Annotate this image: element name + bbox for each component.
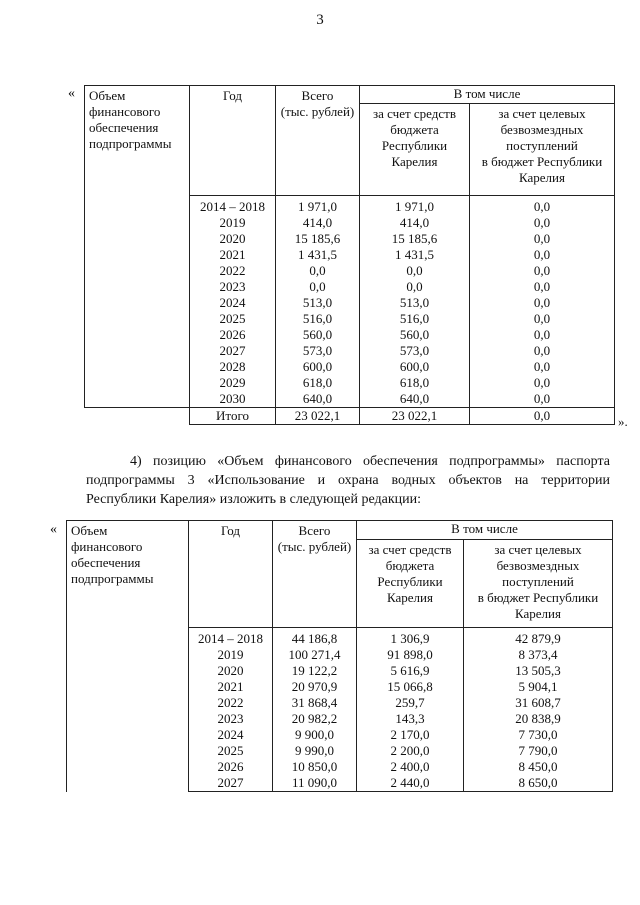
table-cell-year: 2020 bbox=[217, 663, 244, 678]
table-cell-budget: 516,0 bbox=[399, 311, 430, 326]
header-line: поступлений bbox=[502, 574, 574, 589]
total-row-gratuitous: 0,0 bbox=[470, 408, 615, 425]
table-cell-budget: 414,0 bbox=[399, 215, 430, 230]
header-line: за счет средств bbox=[373, 106, 456, 121]
financing-table-2 bbox=[66, 520, 613, 792]
year-column bbox=[190, 196, 276, 408]
budget-column bbox=[357, 628, 464, 792]
budget-header bbox=[357, 540, 464, 628]
table-cell-total: 0,0 bbox=[309, 263, 326, 278]
table-cell-budget: 15 066,8 bbox=[387, 679, 433, 694]
table-cell-total: 31 868,4 bbox=[291, 695, 338, 710]
table-cell-year: 2030 bbox=[219, 391, 246, 406]
table-cell-year: 2014 – 2018 bbox=[200, 199, 265, 214]
header-line: обеспечения bbox=[71, 555, 141, 570]
header-line: подпрограммы bbox=[71, 571, 154, 586]
table-cell-gratuitous: 7 790,0 bbox=[518, 743, 558, 758]
table-cell-gratuitous: 8 650,0 bbox=[518, 775, 558, 790]
table-cell-total: 516,0 bbox=[302, 311, 333, 326]
table-cell-total: 15 185,6 bbox=[294, 231, 341, 246]
table-cell-gratuitous: 0,0 bbox=[533, 327, 551, 342]
table-cell-budget: 600,0 bbox=[399, 359, 430, 374]
total-row-label: Итого bbox=[190, 408, 276, 425]
header-line: за счет средств bbox=[368, 542, 452, 557]
table-cell-year: 2022 bbox=[219, 263, 246, 278]
paragraph-line: Республики Карелия» изложить в следующей редакции: bbox=[86, 492, 422, 507]
total-header bbox=[276, 86, 360, 196]
header-line: финансового bbox=[89, 104, 161, 119]
header-line: (тыс. рублей) bbox=[277, 539, 352, 554]
table-cell-budget: 618,0 bbox=[399, 375, 430, 390]
table-cell-year: 2026 bbox=[219, 327, 246, 342]
table-cell-year: 2027 bbox=[219, 343, 246, 358]
table-cell-gratuitous: 8 373,4 bbox=[518, 647, 558, 662]
table-cell-gratuitous: 0,0 bbox=[533, 215, 551, 230]
table-cell-gratuitous: 0,0 bbox=[533, 247, 551, 262]
table-cell-budget: 2 200,0 bbox=[390, 743, 430, 758]
year-header: Год bbox=[190, 86, 276, 196]
header-line: Карелия bbox=[391, 154, 438, 169]
table-cell-gratuitous: 0,0 bbox=[533, 263, 551, 278]
table-cell-budget: 1 971,0 bbox=[395, 199, 434, 214]
header-line: поступлений bbox=[506, 138, 578, 153]
header-line: Объем bbox=[89, 88, 126, 103]
header-line: бюджета bbox=[390, 122, 439, 137]
table-cell-budget: 5 616,9 bbox=[390, 663, 430, 678]
table-cell-budget: 573,0 bbox=[399, 343, 430, 358]
header-line: в бюджет Республики bbox=[481, 154, 603, 169]
table-cell-budget: 513,0 bbox=[399, 295, 430, 310]
header-line: обеспечения bbox=[89, 120, 159, 135]
total-column bbox=[276, 196, 360, 408]
table2-opening-quote: « bbox=[50, 522, 57, 537]
table-cell-budget: 259,7 bbox=[395, 695, 425, 710]
amendment-paragraph bbox=[86, 452, 610, 509]
table-cell-total: 573,0 bbox=[302, 343, 333, 358]
table-cell-budget: 0,0 bbox=[406, 263, 423, 278]
table-cell-budget: 1 431,5 bbox=[395, 247, 434, 262]
table-cell-total: 1 431,5 bbox=[298, 247, 337, 262]
table-cell-year: 2024 bbox=[219, 295, 246, 310]
table-cell-total: 9 900,0 bbox=[295, 727, 334, 742]
table-cell-year: 2023 bbox=[219, 279, 246, 294]
table-cell-gratuitous: 0,0 bbox=[533, 231, 551, 246]
table-cell-gratuitous: 0,0 bbox=[533, 199, 551, 214]
table-cell-year: 2014 – 2018 bbox=[198, 631, 263, 646]
table-cell-total: 9 990,0 bbox=[295, 743, 334, 758]
table1-opening-quote: « bbox=[68, 86, 75, 101]
total-row-budget: 23 022,1 bbox=[360, 408, 470, 425]
paragraph-line: подпрограммы 3 «Использование и охрана водных объектов на территории bbox=[86, 473, 610, 488]
table-cell-budget: 2 440,0 bbox=[390, 775, 430, 790]
table-cell-total: 10 850,0 bbox=[291, 759, 338, 774]
header-line: Всего bbox=[301, 88, 334, 103]
table-cell-total: 600,0 bbox=[302, 359, 333, 374]
table-cell-total: 560,0 bbox=[302, 327, 333, 342]
table-cell-year: 2022 bbox=[217, 695, 244, 710]
table-cell-gratuitous: 0,0 bbox=[533, 391, 551, 406]
header-line: безвозмездных bbox=[496, 558, 580, 573]
table-cell-gratuitous: 31 608,7 bbox=[515, 695, 561, 710]
header-line: Карелия bbox=[519, 170, 565, 185]
table-cell-year: 2021 bbox=[219, 247, 246, 262]
header-line: в бюджет Республики bbox=[477, 590, 599, 605]
table-cell-year: 2024 bbox=[217, 727, 244, 742]
gratuitous-header bbox=[464, 540, 613, 628]
table-cell-total: 20 982,2 bbox=[291, 711, 338, 726]
header-line: бюджета bbox=[385, 558, 435, 573]
table-cell-gratuitous: 7 730,0 bbox=[518, 727, 558, 742]
table-cell-gratuitous: 0,0 bbox=[533, 279, 551, 294]
table-cell-budget: 640,0 bbox=[399, 391, 430, 406]
total-header bbox=[273, 521, 357, 628]
program-funding-label bbox=[85, 86, 190, 408]
table-cell-budget: 2 170,0 bbox=[390, 727, 430, 742]
table-cell-budget: 2 400,0 bbox=[390, 759, 430, 774]
header-line: безвозмездных bbox=[500, 122, 584, 137]
table-cell-budget: 0,0 bbox=[406, 279, 423, 294]
table-cell-total: 100 271,4 bbox=[288, 647, 341, 662]
table-cell-year: 2027 bbox=[217, 775, 244, 790]
table-cell-gratuitous: 13 505,3 bbox=[515, 663, 561, 678]
including-header: В том числе bbox=[357, 521, 613, 540]
table-cell-gratuitous: 0,0 bbox=[533, 311, 551, 326]
table-cell-budget: 143,3 bbox=[395, 711, 425, 726]
table-cell-gratuitous: 0,0 bbox=[533, 375, 551, 390]
table-cell-year: 2019 bbox=[217, 647, 244, 662]
table-cell-gratuitous: 8 450,0 bbox=[518, 759, 558, 774]
table-cell-total: 1 971,0 bbox=[298, 199, 337, 214]
header-line: Республики bbox=[381, 138, 448, 153]
gratuitous-header bbox=[470, 104, 615, 196]
table-cell-gratuitous: 0,0 bbox=[533, 343, 551, 358]
gratuitous-column bbox=[464, 628, 613, 792]
table-cell-year: 2020 bbox=[219, 231, 246, 246]
table-cell-year: 2025 bbox=[217, 743, 244, 758]
table-cell-gratuitous: 0,0 bbox=[533, 295, 551, 310]
header-line: Карелия bbox=[387, 590, 433, 605]
table-cell-year: 2019 bbox=[219, 215, 246, 230]
header-line: Объем bbox=[71, 523, 108, 538]
table-cell-gratuitous: 42 879,9 bbox=[515, 631, 561, 646]
table-cell-year: 2026 bbox=[217, 759, 244, 774]
table1-closing-quote: ». bbox=[618, 414, 628, 429]
header-line: Всего bbox=[298, 523, 331, 538]
table-cell-total: 11 090,0 bbox=[291, 775, 338, 790]
page-number: 3 bbox=[316, 12, 324, 28]
table-cell-budget: 91 898,0 bbox=[387, 647, 433, 662]
table-cell-gratuitous: 20 838,9 bbox=[515, 711, 561, 726]
total-column bbox=[273, 628, 357, 792]
table-cell-total: 0,0 bbox=[309, 279, 326, 294]
table-cell-total: 44 186,8 bbox=[291, 631, 338, 646]
paragraph-line: 4) позицию «Объем финансового обеспечения подпрограммы» паспорта bbox=[130, 454, 610, 469]
header-line: за счет целевых bbox=[494, 542, 582, 557]
table-cell-year: 2021 bbox=[217, 679, 244, 694]
header-line: за счет целевых bbox=[498, 106, 586, 121]
header-line: финансового bbox=[71, 539, 143, 554]
table-cell-total: 640,0 bbox=[302, 391, 333, 406]
year-column bbox=[189, 628, 273, 792]
table-cell-budget: 15 185,6 bbox=[391, 231, 438, 246]
including-header: В том числе bbox=[360, 86, 615, 104]
year-header: Год bbox=[189, 521, 273, 628]
header-line: Карелия bbox=[515, 606, 561, 621]
table-cell-total: 618,0 bbox=[302, 375, 333, 390]
table-cell-year: 2028 bbox=[219, 359, 246, 374]
header-line: (тыс. рублей) bbox=[280, 104, 355, 119]
table-cell-total: 414,0 bbox=[302, 215, 333, 230]
header-line: подпрограммы bbox=[89, 136, 172, 151]
table-cell-budget: 560,0 bbox=[399, 327, 430, 342]
table-cell-year: 2029 bbox=[219, 375, 246, 390]
header-line: Республики bbox=[377, 574, 443, 589]
table-cell-gratuitous: 0,0 bbox=[533, 359, 551, 374]
total-row-sum: 23 022,1 bbox=[276, 408, 360, 425]
budget-header bbox=[360, 104, 470, 196]
gratuitous-column bbox=[470, 196, 615, 408]
financing-table-1 bbox=[84, 85, 615, 425]
program-funding-label bbox=[67, 521, 189, 792]
table-cell-gratuitous: 5 904,1 bbox=[518, 679, 558, 694]
table-cell-total: 513,0 bbox=[302, 295, 333, 310]
table-cell-year: 2023 bbox=[217, 711, 244, 726]
table-cell-budget: 1 306,9 bbox=[390, 631, 430, 646]
table-cell-year: 2025 bbox=[219, 311, 246, 326]
table-cell-total: 20 970,9 bbox=[291, 679, 338, 694]
budget-column bbox=[360, 196, 470, 408]
table-cell-total: 19 122,2 bbox=[291, 663, 338, 678]
